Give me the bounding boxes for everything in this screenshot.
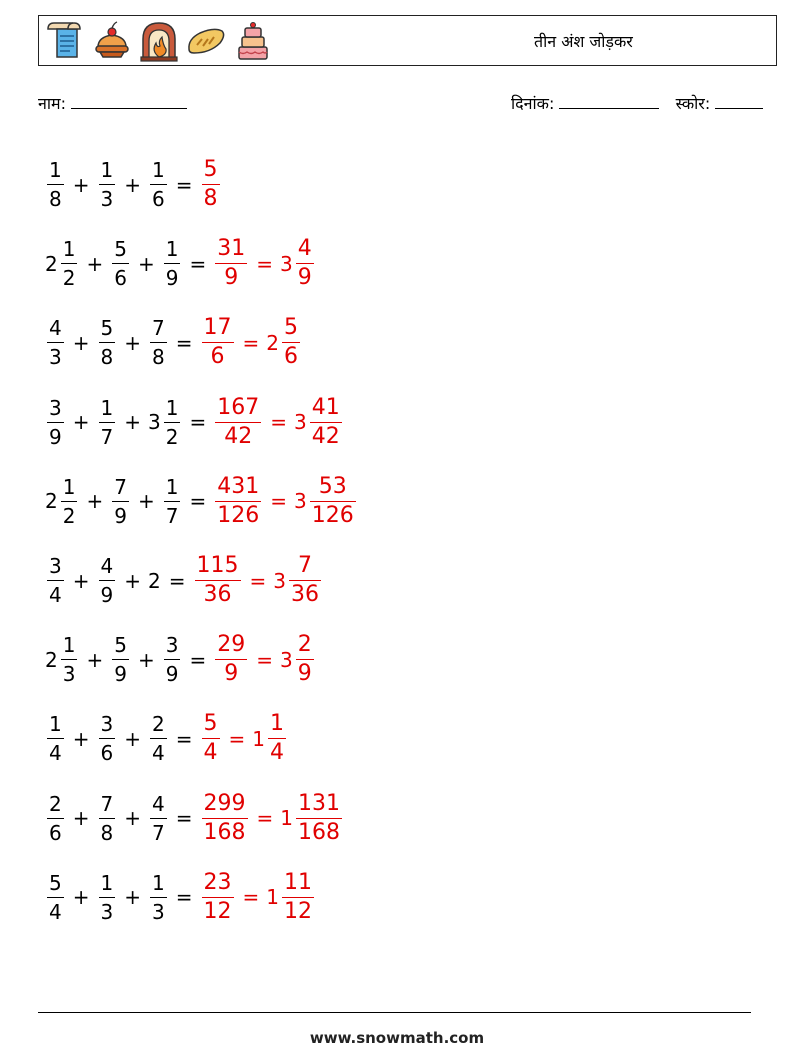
fraction <box>268 710 286 767</box>
addend <box>110 473 131 530</box>
addend <box>148 790 169 847</box>
denominator: 7 <box>165 503 179 528</box>
denominator: 2 <box>165 424 179 449</box>
denominator: 7 <box>152 820 165 845</box>
answer-improper-fraction <box>200 869 236 926</box>
fraction <box>202 790 248 847</box>
plus-sign: + <box>86 647 104 672</box>
plus-sign: + <box>72 172 90 197</box>
addend <box>45 710 66 767</box>
fraction <box>112 631 129 688</box>
fraction <box>282 869 314 926</box>
addend <box>162 235 183 292</box>
denominator: 42 <box>224 423 253 449</box>
answer <box>193 552 324 609</box>
denominator: 3 <box>100 899 114 924</box>
answer-improper-fraction <box>213 235 249 292</box>
addend <box>45 869 66 926</box>
denominator: 12 <box>203 898 232 924</box>
whole-number: 1 <box>252 726 265 751</box>
denominator: 3 <box>62 662 76 687</box>
fraction <box>99 314 116 371</box>
fraction <box>99 552 116 609</box>
name-blank[interactable] <box>71 93 187 109</box>
denominator: 2 <box>62 503 76 528</box>
addend <box>45 235 79 292</box>
denominator: 8 <box>100 820 114 845</box>
cherry-pie-icon <box>90 19 134 63</box>
denominator: 9 <box>297 661 312 687</box>
denominator: 9 <box>100 583 114 608</box>
numerator: 5 <box>284 315 298 341</box>
numerator: 5 <box>114 633 127 658</box>
answer-improper-fraction <box>213 473 263 530</box>
fraction <box>150 710 167 767</box>
plus-sign: + <box>137 489 155 514</box>
numerator: 5 <box>203 711 218 737</box>
addend <box>45 473 79 530</box>
numerator: 2 <box>297 632 312 658</box>
fraction <box>215 631 247 688</box>
numerator: 1 <box>100 870 114 895</box>
fraction <box>61 235 78 292</box>
fraction <box>47 394 64 451</box>
denominator: 9 <box>224 265 239 291</box>
paper-scroll-icon <box>43 19 87 63</box>
numerator: 5 <box>203 157 218 183</box>
answer <box>213 235 316 292</box>
addend <box>45 314 66 371</box>
numerator: 299 <box>203 790 246 816</box>
addend <box>162 473 183 530</box>
numerator: 4 <box>297 236 312 262</box>
numerator: 1 <box>100 395 114 420</box>
answer-mixed-number <box>294 394 344 451</box>
fraction <box>150 869 167 926</box>
answer-mixed-number <box>252 710 288 767</box>
plus-sign: + <box>72 568 90 593</box>
addend <box>45 631 79 688</box>
whole-number: 1 <box>266 885 279 910</box>
whole-number: 2 <box>45 647 58 672</box>
answer-mixed-number <box>266 314 302 371</box>
numerator: 7 <box>100 791 114 816</box>
plus-sign: + <box>72 806 90 831</box>
numerator: 1 <box>152 158 165 183</box>
problem-row <box>45 699 358 778</box>
problem-row <box>45 858 358 937</box>
fraction <box>296 631 314 688</box>
numerator: 167 <box>217 394 260 420</box>
numerator: 115 <box>196 553 239 579</box>
numerator: 3 <box>100 712 114 737</box>
fraction <box>282 314 300 371</box>
equals-sign: = <box>175 885 193 910</box>
answer-mixed-number <box>280 790 344 847</box>
fraction <box>112 473 129 530</box>
equals-sign: = <box>256 806 274 831</box>
fraction <box>202 869 234 926</box>
equals-sign: = <box>228 726 246 751</box>
numerator: 17 <box>203 315 232 341</box>
denominator: 9 <box>114 662 127 687</box>
fraction <box>150 790 167 847</box>
denominator: 3 <box>100 187 114 212</box>
denominator: 168 <box>203 819 246 845</box>
plus-sign: + <box>72 410 90 435</box>
denominator: 3 <box>49 345 62 370</box>
fraction <box>61 473 78 530</box>
answer <box>213 473 358 530</box>
fraction <box>150 156 167 213</box>
equals-sign: = <box>270 489 287 514</box>
denominator: 36 <box>291 582 319 608</box>
numerator: 1 <box>165 474 179 499</box>
bread-icon <box>184 19 228 63</box>
numerator: 41 <box>311 394 340 420</box>
equals-sign: = <box>189 410 207 435</box>
addend <box>148 156 169 213</box>
numerator: 2 <box>152 712 165 737</box>
equals-sign: = <box>189 489 207 514</box>
numerator: 1 <box>49 158 62 183</box>
whole-number: 3 <box>294 489 307 514</box>
equals-sign: = <box>270 410 287 435</box>
fraction <box>99 710 116 767</box>
numerator: 7 <box>114 474 127 499</box>
answer-improper-fraction <box>200 790 250 847</box>
equals-sign: = <box>175 726 193 751</box>
answer-improper-fraction <box>200 314 236 371</box>
equals-sign: = <box>175 172 193 197</box>
answer <box>200 869 317 926</box>
fraction <box>296 790 342 847</box>
denominator: 8 <box>100 345 114 370</box>
numerator: 31 <box>217 236 246 262</box>
plus-sign: + <box>124 172 141 197</box>
whole-number: 2 <box>266 330 279 355</box>
fraction <box>164 394 181 451</box>
numerator: 23 <box>203 869 232 895</box>
fraction <box>99 790 116 847</box>
plus-sign: + <box>124 726 141 751</box>
denominator: 9 <box>165 662 179 687</box>
numerator: 5 <box>100 316 114 341</box>
denominator: 42 <box>311 423 340 449</box>
numerator: 4 <box>100 554 114 579</box>
answer-mixed-number <box>273 552 323 609</box>
fraction <box>99 869 116 926</box>
equals-sign: = <box>256 251 273 276</box>
equals-sign: = <box>242 330 260 355</box>
answer-improper-fraction <box>193 552 243 609</box>
denominator: 36 <box>203 582 232 608</box>
addend <box>97 314 118 371</box>
answer-improper-fraction <box>200 710 222 767</box>
numerator: 1 <box>62 633 76 658</box>
denominator: 9 <box>297 265 312 291</box>
addend <box>110 631 131 688</box>
denominator: 9 <box>114 503 127 528</box>
fraction <box>99 394 116 451</box>
plus-sign: + <box>137 251 155 276</box>
addend <box>97 156 118 213</box>
equals-sign: = <box>175 330 193 355</box>
denominator: 6 <box>210 344 225 370</box>
denominator: 3 <box>152 899 165 924</box>
numerator: 1 <box>100 158 114 183</box>
whole-number: 3 <box>280 251 293 276</box>
numerator: 7 <box>152 316 165 341</box>
whole-number: 3 <box>294 410 307 435</box>
fraction <box>112 235 129 292</box>
denominator: 6 <box>284 344 298 370</box>
answer-improper-fraction <box>213 631 249 688</box>
numerator: 29 <box>217 632 246 658</box>
numerator: 5 <box>114 237 127 262</box>
fraction <box>47 314 64 371</box>
equals-sign: = <box>249 568 267 593</box>
addend <box>148 569 162 593</box>
denominator: 12 <box>284 898 312 924</box>
plus-sign: + <box>124 885 141 910</box>
denominator: 6 <box>114 266 127 291</box>
numerator: 1 <box>62 237 76 262</box>
addend <box>97 552 118 609</box>
addend <box>45 394 66 451</box>
plus-sign: + <box>86 251 104 276</box>
cake-icon <box>231 19 275 63</box>
problem-row <box>45 224 358 303</box>
problem-row <box>45 541 358 620</box>
equals-sign: = <box>189 647 207 672</box>
addend <box>45 552 66 609</box>
fraction <box>47 790 64 847</box>
denominator: 6 <box>100 741 114 766</box>
whole-number: 3 <box>273 568 286 593</box>
worksheet-header <box>38 15 777 66</box>
numerator: 131 <box>298 790 340 816</box>
answer <box>200 314 303 371</box>
fraction <box>47 869 64 926</box>
problem-row <box>45 779 358 858</box>
plus-sign: + <box>124 568 141 593</box>
addend <box>162 631 183 688</box>
fraction <box>164 631 181 688</box>
equals-sign: = <box>256 647 273 672</box>
addend <box>97 710 118 767</box>
whole-number: 1 <box>280 806 293 831</box>
date-score-fields <box>511 93 763 114</box>
whole-number: 2 <box>45 489 58 514</box>
fraction <box>164 473 181 530</box>
numerator: 2 <box>49 791 62 816</box>
fraction <box>150 314 167 371</box>
fraction <box>164 235 181 292</box>
fraction <box>61 631 78 688</box>
fraction <box>47 156 64 213</box>
denominator: 4 <box>203 740 218 766</box>
answer <box>213 631 316 688</box>
header-icons <box>43 19 275 63</box>
numerator: 1 <box>62 474 76 499</box>
numerator: 11 <box>284 869 312 895</box>
problem-row <box>45 462 358 541</box>
denominator: 6 <box>152 187 165 212</box>
numerator: 7 <box>298 553 312 579</box>
fraction <box>215 473 261 530</box>
denominator: 4 <box>152 741 165 766</box>
numerator: 1 <box>165 395 179 420</box>
name-field <box>38 93 187 114</box>
fraction <box>202 156 220 213</box>
equals-sign: = <box>168 568 186 593</box>
problem-row <box>45 145 358 224</box>
denominator: 9 <box>165 266 179 291</box>
equals-sign: = <box>242 885 260 910</box>
fraction <box>289 552 321 609</box>
addend <box>97 790 118 847</box>
numerator: 53 <box>318 473 347 499</box>
footer-url: www.snowmath.com <box>309 1029 485 1047</box>
denominator: 4 <box>49 583 62 608</box>
worksheet-title: तीन अंश जोड़कर <box>534 32 633 51</box>
numerator: 431 <box>217 473 260 499</box>
fraction <box>310 394 342 451</box>
problem-row <box>45 620 358 699</box>
equals-sign: = <box>175 806 193 831</box>
addend <box>110 235 131 292</box>
whole-number: 3 <box>280 647 293 672</box>
numerator: 5 <box>49 870 62 895</box>
numerator: 1 <box>270 711 284 737</box>
denominator: 4 <box>270 740 284 766</box>
whole-number: 3 <box>148 410 161 435</box>
whole-number: 2 <box>148 568 161 593</box>
addend <box>148 394 182 451</box>
plus-sign: + <box>72 726 90 751</box>
denominator: 8 <box>152 345 165 370</box>
addend <box>45 156 66 213</box>
problem-row <box>45 303 358 382</box>
fraction <box>296 235 314 292</box>
answer-improper-fraction <box>213 394 263 451</box>
plus-sign: + <box>124 330 141 355</box>
plus-sign: + <box>124 806 141 831</box>
numerator: 3 <box>49 395 62 420</box>
score-label: स्कोर: <box>675 94 711 113</box>
answer <box>200 710 289 767</box>
denominator: 126 <box>311 502 354 528</box>
answer-improper-fraction <box>200 156 222 213</box>
numerator: 4 <box>152 791 165 816</box>
denominator: 6 <box>49 820 62 845</box>
answer-mixed-number <box>280 631 316 688</box>
plus-sign: + <box>72 885 90 910</box>
numerator: 3 <box>49 554 62 579</box>
fraction <box>202 314 234 371</box>
oven-icon <box>137 19 181 63</box>
numerator: 4 <box>49 316 62 341</box>
plus-sign: + <box>72 330 90 355</box>
fraction <box>47 552 64 609</box>
denominator: 9 <box>224 661 239 687</box>
denominator: 8 <box>203 186 218 212</box>
denominator: 9 <box>49 424 62 449</box>
numerator: 1 <box>49 712 62 737</box>
answer-mixed-number <box>266 869 316 926</box>
date-label: दिनांक: <box>511 94 555 113</box>
addend <box>148 710 169 767</box>
problem-row <box>45 383 358 462</box>
numerator: 1 <box>152 870 165 895</box>
problem-list <box>45 145 358 937</box>
answer-mixed-number <box>280 235 316 292</box>
answer-mixed-number <box>294 473 358 530</box>
equals-sign: = <box>189 251 207 276</box>
addend <box>148 869 169 926</box>
denominator: 7 <box>100 424 114 449</box>
addend <box>148 314 169 371</box>
fraction <box>47 710 64 767</box>
numerator: 1 <box>165 237 179 262</box>
date-blank[interactable] <box>559 93 659 109</box>
denominator: 126 <box>217 502 260 528</box>
fraction <box>310 473 356 530</box>
plus-sign: + <box>124 410 141 435</box>
numerator: 3 <box>165 633 179 658</box>
denominator: 2 <box>62 266 76 291</box>
fraction <box>202 710 220 767</box>
addend <box>45 790 66 847</box>
denominator: 168 <box>298 819 340 845</box>
whole-number: 2 <box>45 251 58 276</box>
footer-divider <box>38 1012 751 1013</box>
addend <box>97 869 118 926</box>
fraction <box>215 394 261 451</box>
denominator: 4 <box>49 741 62 766</box>
plus-sign: + <box>137 647 155 672</box>
score-blank[interactable] <box>715 93 763 109</box>
fraction <box>215 235 247 292</box>
fraction <box>99 156 116 213</box>
denominator: 4 <box>49 899 62 924</box>
plus-sign: + <box>86 489 104 514</box>
answer <box>213 394 344 451</box>
denominator: 8 <box>49 187 62 212</box>
name-label: नाम: <box>38 94 66 113</box>
fraction <box>195 552 241 609</box>
answer <box>200 156 222 213</box>
addend <box>97 394 118 451</box>
answer <box>200 790 345 847</box>
